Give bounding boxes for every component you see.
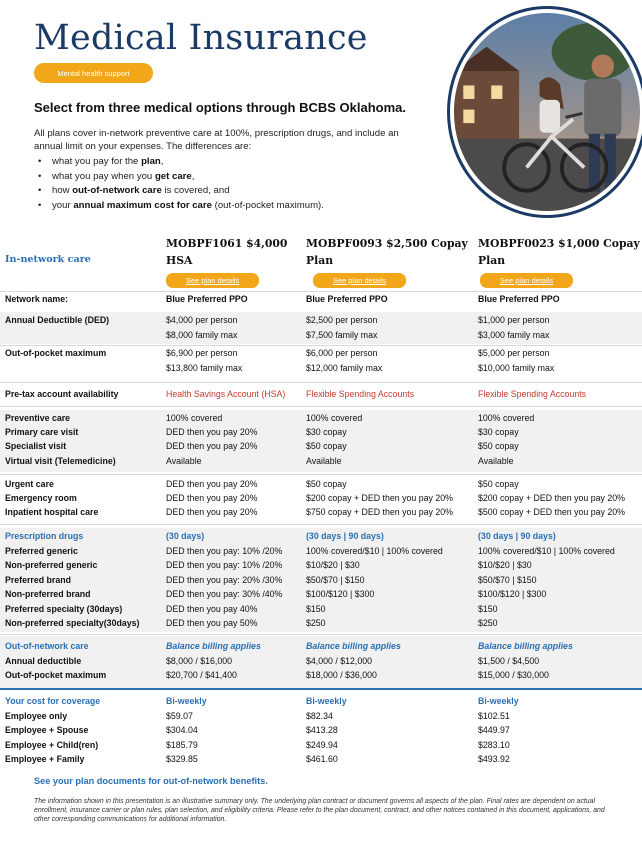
plan-name-2500: MOBPF0093 $2,500 Copay Plan [306, 237, 468, 267]
plan-name-1000: MOBPF0023 $1,000 Copay Plan [478, 237, 640, 267]
family-photo [447, 6, 642, 218]
intro-text: All plans cover in-network preventive care at 100%, prescription drugs, and include an annual limit on your expenses. The differences are: [34, 128, 399, 152]
page-title: Medical Insurance [34, 18, 368, 58]
plan-name-hsa: MOBPF1061 $4,000 HSA [166, 237, 288, 267]
row-label-deductible: Annual Deductible (DED) [5, 315, 110, 325]
family-bike-illustration [454, 13, 640, 211]
oon-section-title: Out-of-network care [5, 641, 89, 651]
list-item: • what you pay for the plan, [38, 155, 324, 170]
row-label-pretax: Pre-tax account availability [5, 389, 119, 399]
list-item: • how out-of-network care is covered, and [38, 184, 324, 199]
mental-health-badge[interactable]: Mental health support [34, 63, 153, 83]
differences-list [38, 155, 324, 213]
list-item: • what you pay when you get care, [38, 170, 324, 185]
see-plan-details-button-hsa[interactable]: See plan details [166, 273, 259, 288]
row-label-oop: Out-of-pocket maximum [5, 348, 107, 358]
see-plan-documents-link[interactable]: See your plan documents for out-of-network benefits. [34, 776, 268, 786]
row-label-network: Network name: [5, 294, 69, 304]
list-item: • your annual maximum cost for care (out-of-pocket maximum). [38, 199, 324, 214]
in-network-label: In-network care [5, 254, 91, 265]
see-plan-details-button-2500[interactable]: See plan details [313, 273, 406, 288]
disclaimer-text: The information shown in this presentation is an illustrative summary only. The underlying plan contract or document governs all aspects of the plan. Final rates are dependent on actual enrollment, insurance carrier or plan rules, plan selection, and eligibility criteria. Please refer to the plan document, contract, and other notices contained in this document, applications, and other corresponding communications for additional information. [34, 798, 605, 823]
cost-section-title: Your cost for coverage [5, 696, 101, 706]
rx-section-title: Prescription drugs [5, 531, 84, 541]
page-subtitle: Select from three medical options through BCBS Oklahoma. [34, 100, 407, 115]
see-plan-details-button-1000[interactable]: See plan details [480, 273, 573, 288]
